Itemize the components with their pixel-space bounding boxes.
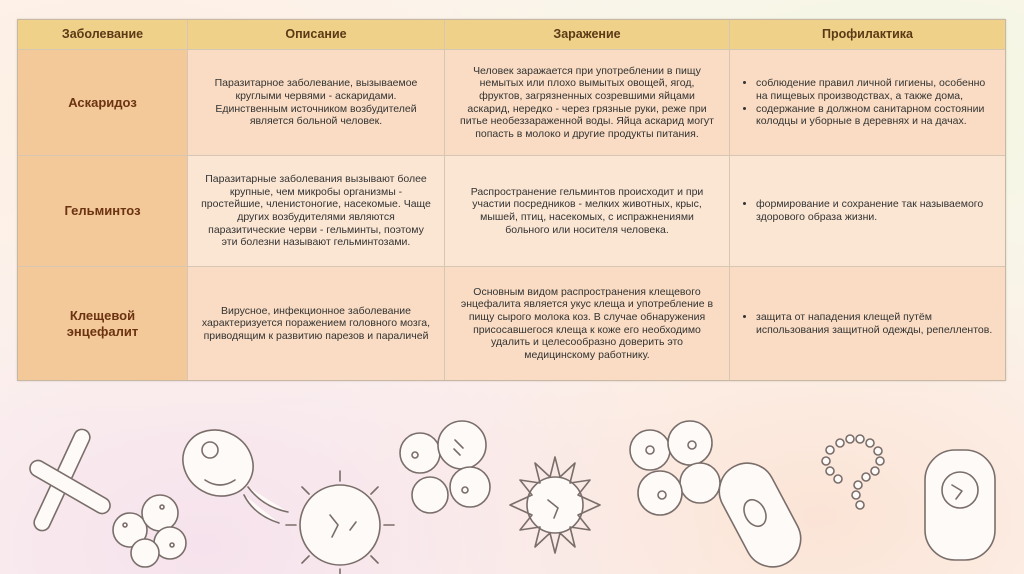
prevention-item: • формирование и сохранение так называемого здорового образа жизни.	[756, 198, 993, 223]
disease-name: Аскаридоз	[18, 50, 188, 156]
bacillus-x-icon	[27, 427, 113, 533]
disease-name: Клещевой энцефалит	[18, 267, 188, 380]
microbe-illustrations	[0, 395, 1024, 574]
prevention-item: • содержание в должном санитарном состоянии колодцы и уборные в деревнях и на дачах.	[756, 103, 993, 128]
disease-table	[17, 19, 1006, 381]
prevention-item: • соблюдение правил личной гигиены, особенно на пищевых производствах, а также дома,	[756, 77, 993, 102]
rod-cell-icon	[925, 450, 995, 560]
disease-prevention	[730, 50, 1005, 156]
disease-description: Паразитарные заболевания вызывают более крупные, чем микробы организмы - простейшие, членистоногие, насекомые. Чаще других возбудителями являются паразитические черви - гельминты, поэтому эти болезни называют гельминтозами.	[188, 156, 445, 267]
cocci-cluster-2-icon	[630, 421, 720, 515]
disease-infection: Распространение гельминтов происходит и при участии посредников - мелких животных, крыс, мышей, птиц, насекомых, с испражнениями больного или носителя человека.	[445, 156, 730, 267]
spiky-microbe-icon	[286, 471, 394, 574]
streptococcus-chain-icon	[822, 435, 884, 509]
header-infection: Заражение	[445, 20, 730, 50]
disease-prevention	[730, 156, 1005, 267]
header-disease: Заболевание	[18, 20, 188, 50]
disease-prevention	[730, 267, 1005, 380]
star-virus-icon	[510, 457, 600, 553]
disease-infection: Основным видом распространения клещевого энцефалита является укус клеща и употребление в пищу сырого молока коз. В случае обнаружения присосавшегося клеща к коже его необходимо удалить и целесообразно доверить это медицинскому работнику.	[445, 267, 730, 380]
prevention-item: • защита от нападения клещей путём использования защитной одежды, репеллентов.	[756, 311, 993, 336]
disease-name: Гельминтоз	[18, 156, 188, 267]
disease-description: Вирусное, инфекционное заболевание характеризуется поражением головного мозга, приводящим к развитию парезов и параличей	[188, 267, 445, 380]
cell-cluster-icon	[400, 421, 490, 513]
cocci-cluster-icon	[113, 495, 186, 567]
header-description: Описание	[188, 20, 445, 50]
rod-bacterium-icon	[709, 453, 810, 574]
paramecium-icon	[171, 417, 288, 523]
disease-description: Паразитарное заболевание, вызываемое круглыми червями - аскаридами. Единственным источником возбудителей является больной человек.	[188, 50, 445, 156]
header-prevention: Профилактика	[730, 20, 1005, 50]
disease-infection: Человек заражается при употреблении в пищу немытых или плохо вымытых овощей, ягод, фруктов, загрязненных созревшими яйцами аскарид, нередко - через грязные руки, реже при питье необеззараженной воды. Яйца аскарид могут попасть в молоко и другие продукты питания.	[445, 50, 730, 156]
